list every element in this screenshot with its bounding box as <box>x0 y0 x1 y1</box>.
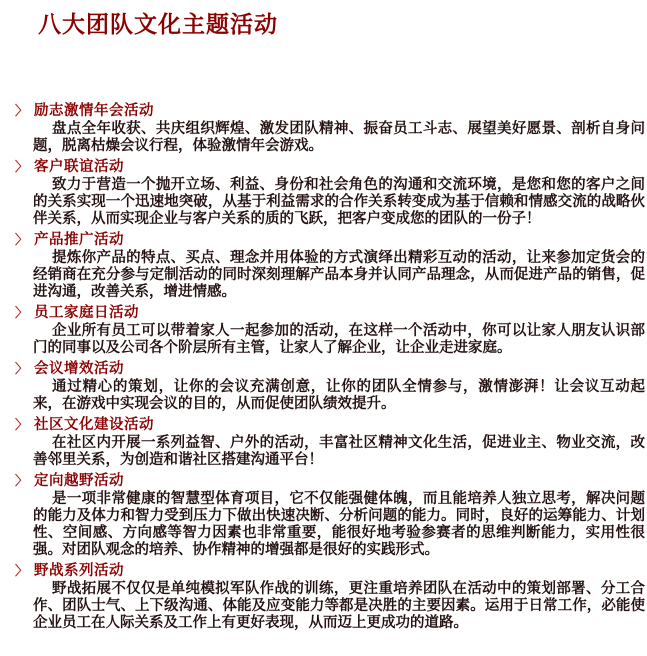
activity-section-7 <box>0 472 647 559</box>
chevron-bullet-icon: 〉 <box>15 417 29 432</box>
activity-description: 致力于营造一个抛开立场、利益、身份和社会角色的沟通和交流环境，是您和您的客户之间的关系实现一个迅速地突破，从基于利益需求的合作关系转变成为基于信赖和情感交流的战略伙伴关系，从而实现企业与客户关系的质的飞跃，把客户变成您的团队的一份子！ <box>33 177 645 227</box>
chevron-bullet-icon: 〉 <box>15 305 29 320</box>
activity-heading: 产品推广活动 <box>34 232 124 248</box>
activity-description: 通过精心的策划，让你的会议充满创意，让你的团队全情参与，激情澎湃！让会议互动起来，在游戏中实现会议的目的，从而促使团队绩效提升。 <box>33 379 645 412</box>
activity-heading-row <box>0 231 647 249</box>
chevron-bullet-icon: 〉 <box>15 103 29 118</box>
activity-description: 提炼你产品的特点、买点、理念并用体验的方式演绎出精彩互动的活动，让来参加定货会的经销商在充分参与定制活动的同时深刻理解产品本身并认同产品理念，从而促进产品的销售，促进沟通，改善关系，增进情感。 <box>33 250 645 300</box>
activity-list <box>0 102 647 632</box>
activity-heading-row <box>0 562 647 580</box>
activity-heading: 社区文化建设活动 <box>34 417 154 433</box>
activity-heading-row <box>0 416 647 434</box>
chevron-bullet-icon: 〉 <box>15 159 29 174</box>
activity-section-1 <box>0 102 647 155</box>
activity-section-5 <box>0 360 647 413</box>
activity-heading-row <box>0 158 647 176</box>
activity-section-2 <box>0 158 647 228</box>
activity-heading: 客户联谊活动 <box>34 159 124 175</box>
activity-section-3 <box>0 231 647 301</box>
activity-section-4 <box>0 304 647 357</box>
chevron-bullet-icon: 〉 <box>15 563 29 578</box>
activity-description: 在社区内开展一系列益智、户外的活动，丰富社区精神文化生活，促进业主、物业交流，改善邻里关系，为创造和谐社区搭建沟通平台！ <box>33 435 645 468</box>
activity-heading-row <box>0 102 647 120</box>
activity-heading: 野战系列活动 <box>34 563 124 579</box>
chevron-bullet-icon: 〉 <box>15 473 29 488</box>
activity-heading-row <box>0 472 647 490</box>
activity-heading-row <box>0 360 647 378</box>
activity-description: 是一项非常健康的智慧型体育项目，它不仅能强健体魄，而且能培养人独立思考，解决问题的能力及体力和智力受到压力下做出快速决断、分析问题的能力。同时，良好的运筹能力、计划性、空间感、方向感等智力因素也非常重要，能很好地考验参赛者的思维判断能力，实用性很强。对团队观念的培养、协作精神的增强都是很好的实践形式。 <box>33 491 645 558</box>
activity-description: 企业所有员工可以带着家人一起参加的活动，在这样一个活动中，你可以让家人朋友认识部门的同事以及公司各个阶层所有主管，让家人了解企业，让企业走进家庭。 <box>33 323 645 356</box>
activity-heading-row <box>0 304 647 322</box>
activity-heading: 员工家庭日活动 <box>34 305 139 321</box>
activity-section-8 <box>0 562 647 632</box>
activity-heading: 励志激情年会活动 <box>34 103 154 119</box>
chevron-bullet-icon: 〉 <box>15 361 29 376</box>
activity-heading: 定向越野活动 <box>34 473 124 489</box>
page-title: 八大团队文化主题活动 <box>38 12 278 37</box>
activity-description: 盘点全年收获、共庆组织辉煌、激发团队精神、振奋员工斗志、展望美好愿景、剖析自身问题，脱离枯燥会议行程，体验激情年会游戏。 <box>33 121 645 154</box>
activity-heading: 会议增效活动 <box>34 361 124 377</box>
activity-description: 野战拓展不仅仅是单纯模拟军队作战的训练，更注重培养团队在活动中的策划部署、分工合作、团队士气、上下级沟通、体能及应变能力等都是决胜的主要因素。运用于日常工作，必能使企业员工在人际关系及工作上有更好表现，从而迈上更成功的道路。 <box>33 581 645 631</box>
activity-section-6 <box>0 416 647 469</box>
chevron-bullet-icon: 〉 <box>15 232 29 247</box>
